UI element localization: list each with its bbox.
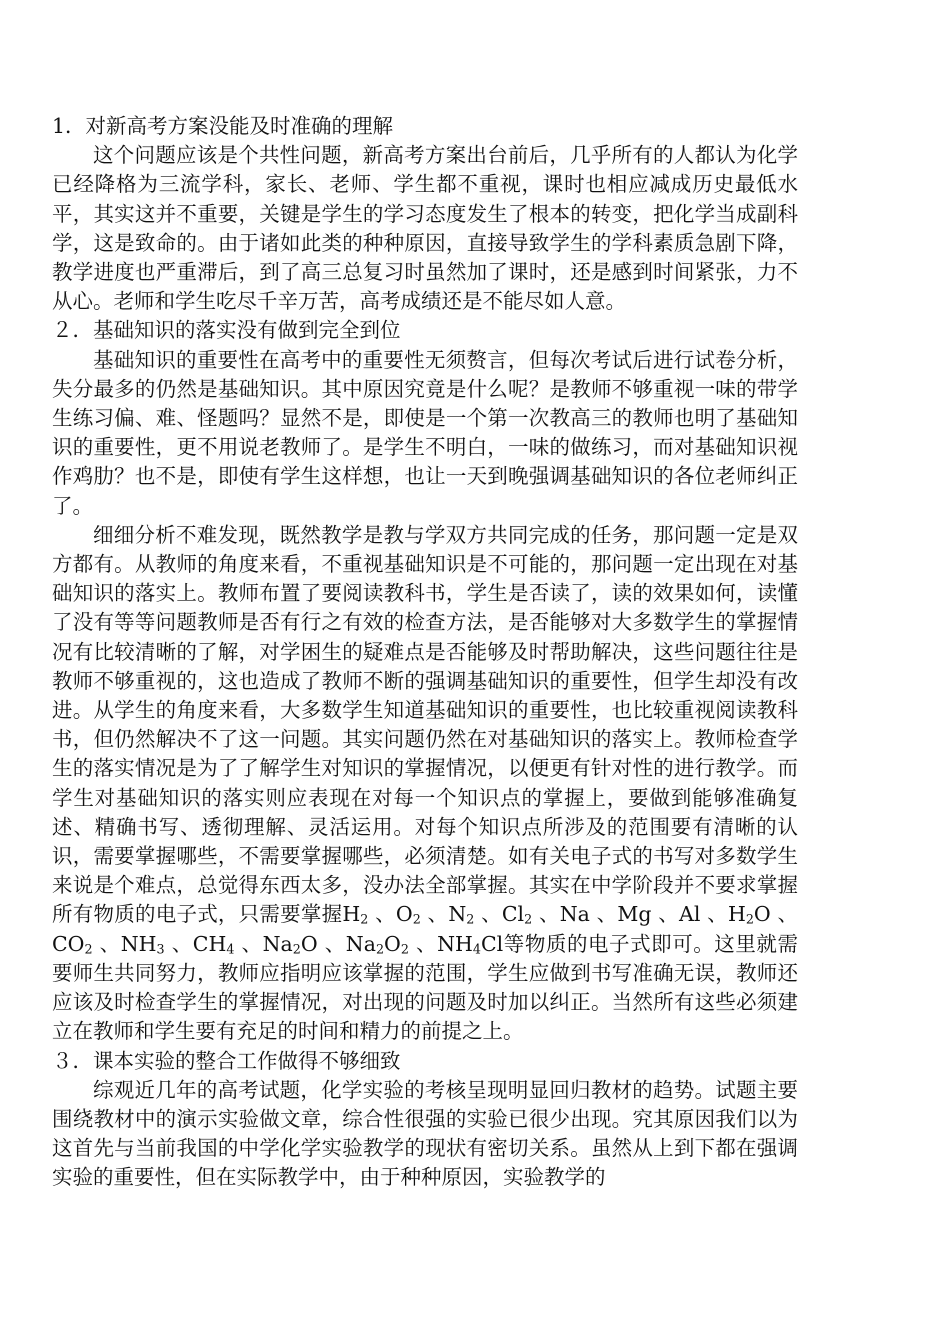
formula-separator: 、 xyxy=(420,902,449,927)
section-2-paragraph-2-tail: 等物质的电子式即可。这里就需要师生共同努力，教师应指明应该掌握的范围，学生应做到书写准确无误，教师还应该及时检查学生的掌握情况，对出现的问题及时加以纠正。当然所有这些必须建立在教师和学生要有充足的时间和精力的前提之上。 xyxy=(52,931,798,1044)
formula-separator: 、 xyxy=(234,931,263,956)
chemical-formula: $H_2$ xyxy=(342,902,369,928)
chemical-formula: $Cl_2$ xyxy=(501,902,533,928)
formula-separator: 、 xyxy=(651,902,680,927)
formula-separator: 、 xyxy=(368,902,396,927)
section-heading-1: 1．对新高考方案没能及时准确的理解 xyxy=(52,114,394,138)
chemical-formula: Na xyxy=(559,902,590,927)
chemical-formula: $CO_2$ xyxy=(52,931,93,957)
chemical-formula: Mg xyxy=(617,902,652,927)
formula-separator: 、 xyxy=(92,931,121,956)
formula-separator: 、 xyxy=(589,902,618,927)
section-1-paragraph-1: 这个问题应该是个共性问题，新高考方案出台前后，几乎所有的人都认为化学已经降格为三流学科，家长、老师、学生都不重视，课时也相应减成历史最低水平，其实这并不重要，关键是学生的学习态度发生了根本的转变，把化学当成副科学，这是致命的。由于诸如此类的种种原因，直接导致学生的学科素质急剧下降，教学进度也严重滞后，到了高三总复习时虽然加了课时，还是感到时间紧张，力不从心。老师和学生吃尽千辛万苦，高考成绩还是不能尽如人意。 xyxy=(52,143,798,314)
section-2-paragraph-2-text: 细细分析不难发现，既然教学是教与学双方共同完成的任务，那问题一定是双方都有。从教师的角度来看，不重视基础知识是不可能的，那问题一定出现在对基础知识的落实上。教师布置了要阅读教科书，学生是否读了，读的效果如何，读懂了没有等等问题教师是否有行之有效的检查方法，是否能够对大多数学生的掌握情况有比较清晰的了解，对学困生的疑难点是否能够及时帮助解决，这些问题往往是教师不够重视的，这也造成了教师不断的强调基础知识的重要性，但学生却没有改进。从学生的角度来看，大多数学生知道基础知识的重要性，也比较重视阅读教科书，但仍然解决不了这一问题。其实问题仍然在对基础知识的落实上。教师检查学生的落实情况是为了了解学生对知识的掌握情况，以便更有针对性的进行教学。而学生对基础知识的落实则应表现在对每一个知识点的掌握上，要做到能够准确复述、精确书写、透彻理解、灵活运用。对每个知识点所涉及的范围要有清晰的认识，需要掌握哪些，不需要掌握哪些，必须清楚。如有关电子式的书写对多数学生来说是个难点，总觉得东西太多，没办法全部掌握。其实在中学阶段并不要求掌握所有物质的电子式，只需要掌握 xyxy=(52,522,798,927)
formula-separator: 、 xyxy=(317,931,346,956)
chemical-formula: $Na_2O_2$ xyxy=(345,931,409,957)
formula-separator: 、 xyxy=(164,931,193,956)
formula-separator: 、 xyxy=(770,902,798,927)
section-2-paragraph-2 xyxy=(52,521,798,1047)
section-heading-2: ２．基础知识的落实没有做到完全到位 xyxy=(52,318,401,343)
formula-separator: 、 xyxy=(474,902,502,927)
chemical-formula: $Na_2O$ xyxy=(262,931,318,957)
chemical-formula: $NH_3$ xyxy=(120,931,165,957)
section-2-paragraph-1: 基础知识的重要性在高考中的重要性无须赘言，但每次考试后进行试卷分析，失分最多的仍然是基础知识。其中原因究竟是什么呢？是教师不够重视一味的带学生练习偏、难、怪题吗？显然不是，即使是一个第一次教高三的教师也明了基础知识的重要性，更不用说老教师了。是学生不明白，一味的做练习，而对基础知识视作鸡肋？也不是，即使有学生这样想，也让一天到晚强调基础知识的各位老师纠正了。 xyxy=(52,347,798,518)
formula-separator: 、 xyxy=(408,931,438,956)
chemical-formula: $NH_4Cl$ xyxy=(437,931,504,957)
chemical-formula: $O_2$ xyxy=(395,902,421,928)
chemical-formula: $N_2$ xyxy=(448,902,475,928)
section-3-paragraph-1: 综观近几年的高考试题，化学实验的考核呈现明显回归教材的趋势。试题主要围绕教材中的演示实验做文章，综合性很强的实验已很少出现。究其原因我们以为这首先与当前我国的中学化学实验教学的现状有密切关系。虽然从上到下都在强调实验的重要性，但在实际教学中，由于种种原因，实验教学的 xyxy=(52,1077,798,1190)
chemical-formula: Al xyxy=(679,902,701,927)
section-heading-3: ３．课本实验的整合工作做得不够细致 xyxy=(52,1048,401,1073)
chemical-formula: $H_2O$ xyxy=(727,902,771,928)
formula-separator: 、 xyxy=(700,902,728,927)
chemical-formula: $CH_4$ xyxy=(192,931,235,957)
document-page xyxy=(52,112,798,1193)
formula-separator: 、 xyxy=(532,902,560,927)
